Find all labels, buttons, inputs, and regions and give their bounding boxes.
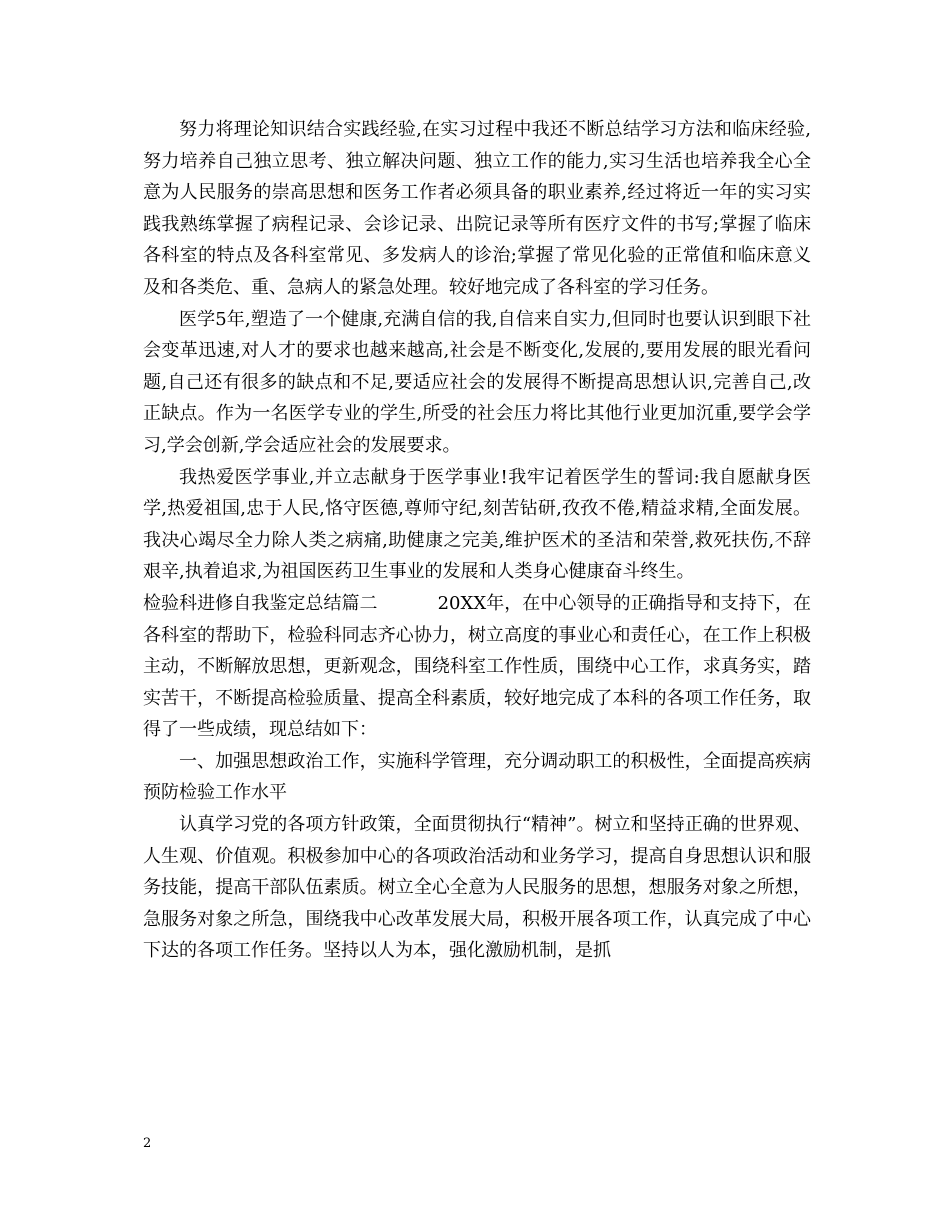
section-intro: 20XX年，在中心领导的正确指导和支持下，在各科室的帮助下，检验科同志齐心协力，树立高度的事业心和责任心，在工作上积极主动，不断解放思想，更新观念，围绕科室工作性质，围绕中心工作，求真务实，踏实苦干，不断提高检验质量、提高全科素质，较好地完成了本科的各项工作任务，取得了一些成绩，现总结如下： [143, 592, 811, 741]
paragraph-internship-summary: 努力将理论知识结合实践经验,在实习过程中我还不断总结学习方法和临床经验,努力培养自己独立思考、独立解决问题、独立工作的能力,实习生活也培养我全心全意为人民服务的崇高思想和医务工作者必须具备的职业素养,经过将近一年的实习实践我熟练掌握了病程记录、会诊记录、出院记录等所有医疗文件的书写;掌握了临床各科室的特点及各科室常见、多发病人的诊治;掌握了常见化验的正常值和临床意义及和各类危、重、急病人的紧急处理。较好地完成了各科室的学习任务。 [143, 119, 811, 298]
paragraph-medical-oath: 我热爱医学事业,并立志献身于医学事业!我牢记着医学生的誓词:我自愿献身医学,热爱祖国,忠于人民,恪守医德,尊师守纪,刻苦钻研,孜孜不倦,精益求精,全面发展。我决心竭尽全力除人类之病痛,助健康之完美,维护医术的圣洁和荣誉,救死扶伤,不辞艰辛,执着追求,为祖国医药卫生事业的发展和人类身心健康奋斗终生。 [143, 466, 811, 583]
section-title: 检验科进修自我鉴定总结篇二 [143, 592, 378, 614]
paragraph-political-study: 认真学习党的各项方针政策，全面贯彻执行“精神”。树立和坚持正确的世界观、人生观、价值观。积极参加中心的各项政治活动和业务学习，提高自身思想认识和服务技能，提高干部队伍素质。树立全心全意为人民服务的思想，想服务对象之所想，急服务对象之所急，围绕我中心改革发展大局，积极开展各项工作，认真完成了中心下达的各项工作任务。坚持以人为本，强化激励机制，是抓 [143, 814, 811, 962]
paragraph-five-years-medicine: 医学5年,塑造了一个健康,充满自信的我,自信来自实力,但同时也要认识到眼下社会变革迅速,对人才的要求也越来越高,社会是不断变化,发展的,要用发展的眼光看问题,自己还有很多的缺点和不足,要适应社会的发展得不断提高思想认识,完善自己,改正缺点。作为一名医学专业的学生,所受的社会压力将比其他行业更加沉重,要学会学习,学会创新,学会适应社会的发展要求。 [143, 308, 811, 456]
paragraph-section-two [143, 588, 811, 746]
page-number: 2 [143, 1136, 152, 1151]
document-body [143, 114, 811, 967]
paragraph-heading-one: 一、加强思想政治工作，实施科学管理，充分调动职工的积极性，全面提高疾病预防检验工作水平 [143, 750, 811, 804]
